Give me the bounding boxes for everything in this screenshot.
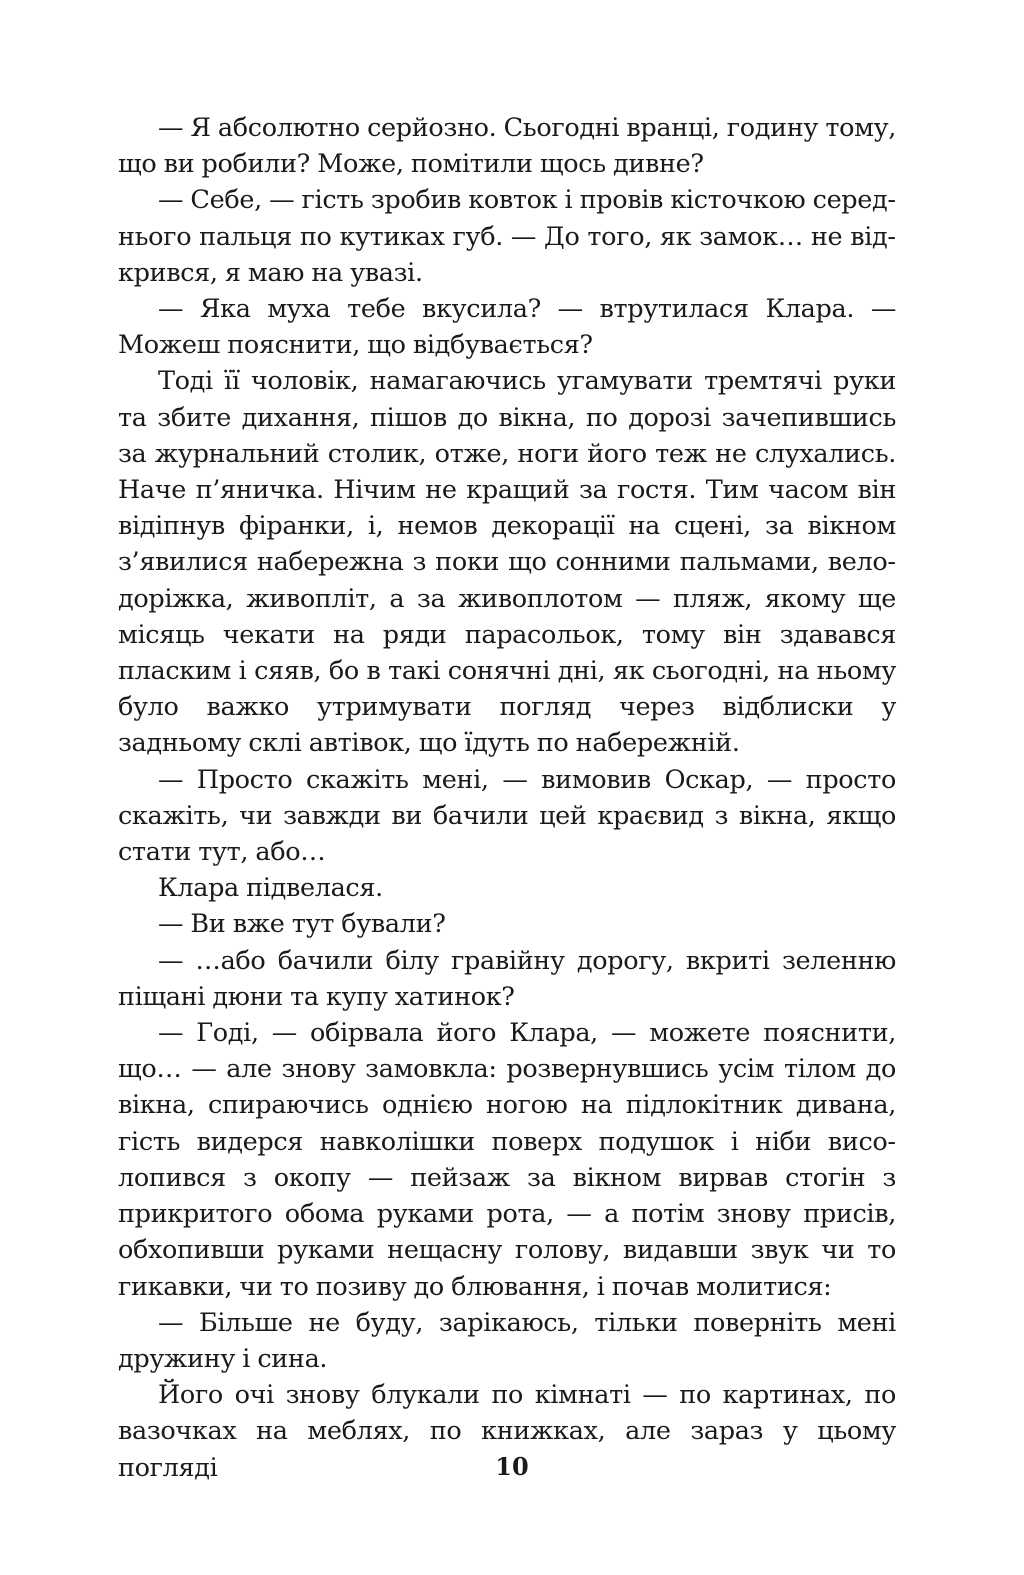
paragraph: Клара підвелася. <box>158 873 383 904</box>
page-number: 10 <box>495 1452 529 1481</box>
paragraph: Тоді її чоловік, намагаючись угамувати тремтячі руки та збите дихання, пішов до вікна, по дорозі зачепившись за журнальний столик, отже, ноги його теж не слухались. Наче п’яничка. Нічим не кращий за гостя. Тим часом він відіпнув фіранки, і, немов декорації на сцені, за вікном з’явилися набережна з поки що сонними пальмами, велодоріжка, живопліт, а за живоплотом — пляж, якому ще місяць чекати на ряди парасольок, тому він здавався пласким і сяяв, бо в такі сонячні дні, як сьогодні, на ньому було важко утримувати погляд через відблиски у задньому склі автівок, що їдуть по набережній. <box>118 366 896 759</box>
paragraph: — Я абсолютно серйозно. Сьогодні вранці, годину тому, що ви робили? Може, помітили щось дивне? <box>118 113 896 180</box>
paragraph: — Ви вже тут бували? <box>158 909 446 940</box>
paragraph: — Більше не буду, зарікаюсь, тільки поверніть мені дружину і сина. <box>118 1307 896 1374</box>
paragraph: — …або бачили білу гравійну дорогу, вкриті зеленню піщані дюни та купу хатинок? <box>118 945 896 1012</box>
paragraph: — Годі, — обірвала його Клара, — можете пояснити, що… — але знову замовкла: розвернувшись усім тілом до вікна, спираючись однією ногою на підлокітник дивана, гість видерся навколішки поверх подушок і ніби висолопився з окопу — пейзаж за вікном вирвав стогін з прикритого обома руками рота, — а потім знову присів, обхопивши руками нещасну голову, видавши звук чи то гикавки, чи то позиву до блювання, і почав молитися: <box>118 1018 896 1302</box>
paragraph: — Яка муха тебе вкусила? — втрутилася Клара. — Можеш пояснити, що відбувається? <box>118 294 896 361</box>
paragraph: Його очі знову блукали по кімнаті — по картинах, по вазочках на меблях, по книжках, але зараз у цьому погляді <box>118 1380 896 1483</box>
paragraph: — Просто скажіть мені, — вимовив Оскар, — просто скажіть, чи завжди ви бачили цей краєвид з вікна, якщо стати тут, або… <box>118 764 896 868</box>
paragraph: — Себе, — гість зробив ковток і провів кісточкою середнього пальця по кутиках губ. — До того, як замок… не відкрився, я маю на увазі. <box>118 185 896 288</box>
body-text <box>118 110 896 1486</box>
